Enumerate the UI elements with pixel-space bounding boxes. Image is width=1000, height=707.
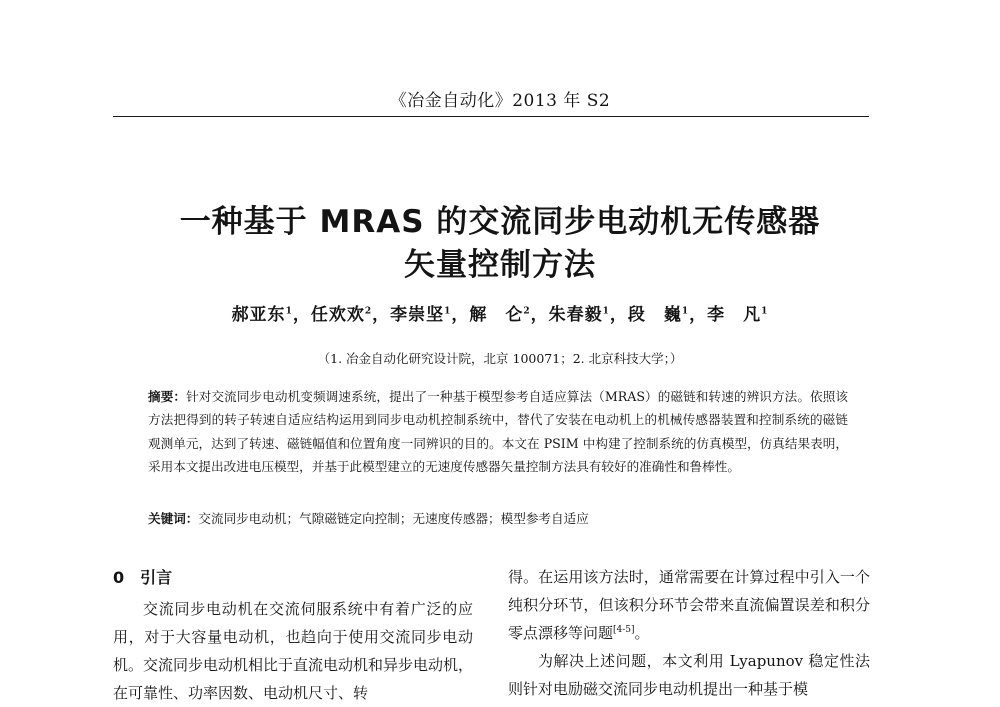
- author-affil-mark: 1: [285, 306, 293, 317]
- body-paragraph: 交流同步电动机在交流伺服系统中有着广泛的应用，对于大容量电动机，也趋向于使用交流同步电动机。交流同步电动机相比于直流电动机和异步电动机，在可靠性、功率因数、电动机尺寸、转: [113, 600, 474, 702]
- abstract-label: 摘要：: [148, 389, 187, 404]
- section-title: 引言: [140, 568, 173, 587]
- abstract-text: 针对交流同步电动机变频调速系统，提出了一种基于模型参考自适应算法（MRAS）的磁链和转速的辨识方法。依照该方法把得到的转子转速自适应结构运用到同步电动机控制系统中，替代了安装在电动机上的机械传感器装置和控制系统的磁链观测单元，达到了转速、磁链幅值和位置角度一同辨识的目的。本文在 PSIM 中构建了控制系统的仿真模型，仿真结果表明，采用本文提出改进电压模型，并基于此模型建立的无速度传感器矢量控制方法具有较好的准确性和鲁棒性。: [148, 389, 848, 475]
- author-name: 解 仑: [469, 305, 524, 325]
- author-affil-mark: 2: [364, 306, 373, 317]
- author-affil-mark: 1: [761, 306, 769, 317]
- body-paragraph: 为解决上述问题，本文利用 Lyapunov 稳定性法则针对电励磁交流同步电动机提出一种基于模: [508, 652, 870, 698]
- paper-title-line1: 一种基于 MRAS 的交流同步电动机无传感器: [179, 204, 821, 240]
- author-list: 郝亚东$^1$，任欢欢$^2$，李崇坚$^1$，解 仑$^2$，朱春毅$^1$，段 巍$^1$，李 凡$^1$: [231, 305, 769, 325]
- author-affil-mark: 2: [523, 306, 531, 317]
- section-number: 0: [113, 568, 125, 587]
- left-column: [113, 595, 473, 707]
- author-name: 李 凡: [707, 305, 762, 325]
- author-affil-mark: 1: [602, 306, 610, 317]
- keywords: [148, 508, 848, 527]
- author-affil-mark: 1: [444, 306, 452, 317]
- author-name: 郝亚东: [231, 305, 286, 325]
- body-text: 得。在运用该方法时，通常需要在计算过程中引入一个纯积分环节，但该积分环节会带来直流偏置误差和积分零点漂移等问题: [508, 568, 870, 642]
- author-name: 任欢欢: [310, 305, 365, 325]
- keywords-text: 交流同步电动机；气隙磁链定向控制；无速度传感器；模型参考自适应: [198, 511, 589, 526]
- header-rule: [113, 116, 869, 117]
- journal-header: 《冶金自动化》2013 年 S2: [389, 91, 611, 111]
- citation-mark: [4-5]: [613, 625, 635, 635]
- affiliations: （1. 冶金自动化研究设计院，北京 100071；2. 北京科技大学；）: [317, 351, 683, 366]
- right-column: [508, 563, 870, 703]
- body-text-end: 。: [634, 624, 650, 642]
- body-paragraph-continued: [508, 563, 870, 647]
- author-affil-mark: 1: [681, 306, 690, 317]
- author-name: 朱春毅: [548, 305, 603, 325]
- paper-title-line2: 矢量控制方法: [404, 247, 596, 283]
- abstract: [148, 385, 848, 479]
- section-heading: [113, 565, 172, 588]
- author-name: 李崇坚: [390, 305, 445, 325]
- keywords-label: 关键词：: [148, 511, 199, 526]
- author-name: 段 巍: [627, 305, 682, 325]
